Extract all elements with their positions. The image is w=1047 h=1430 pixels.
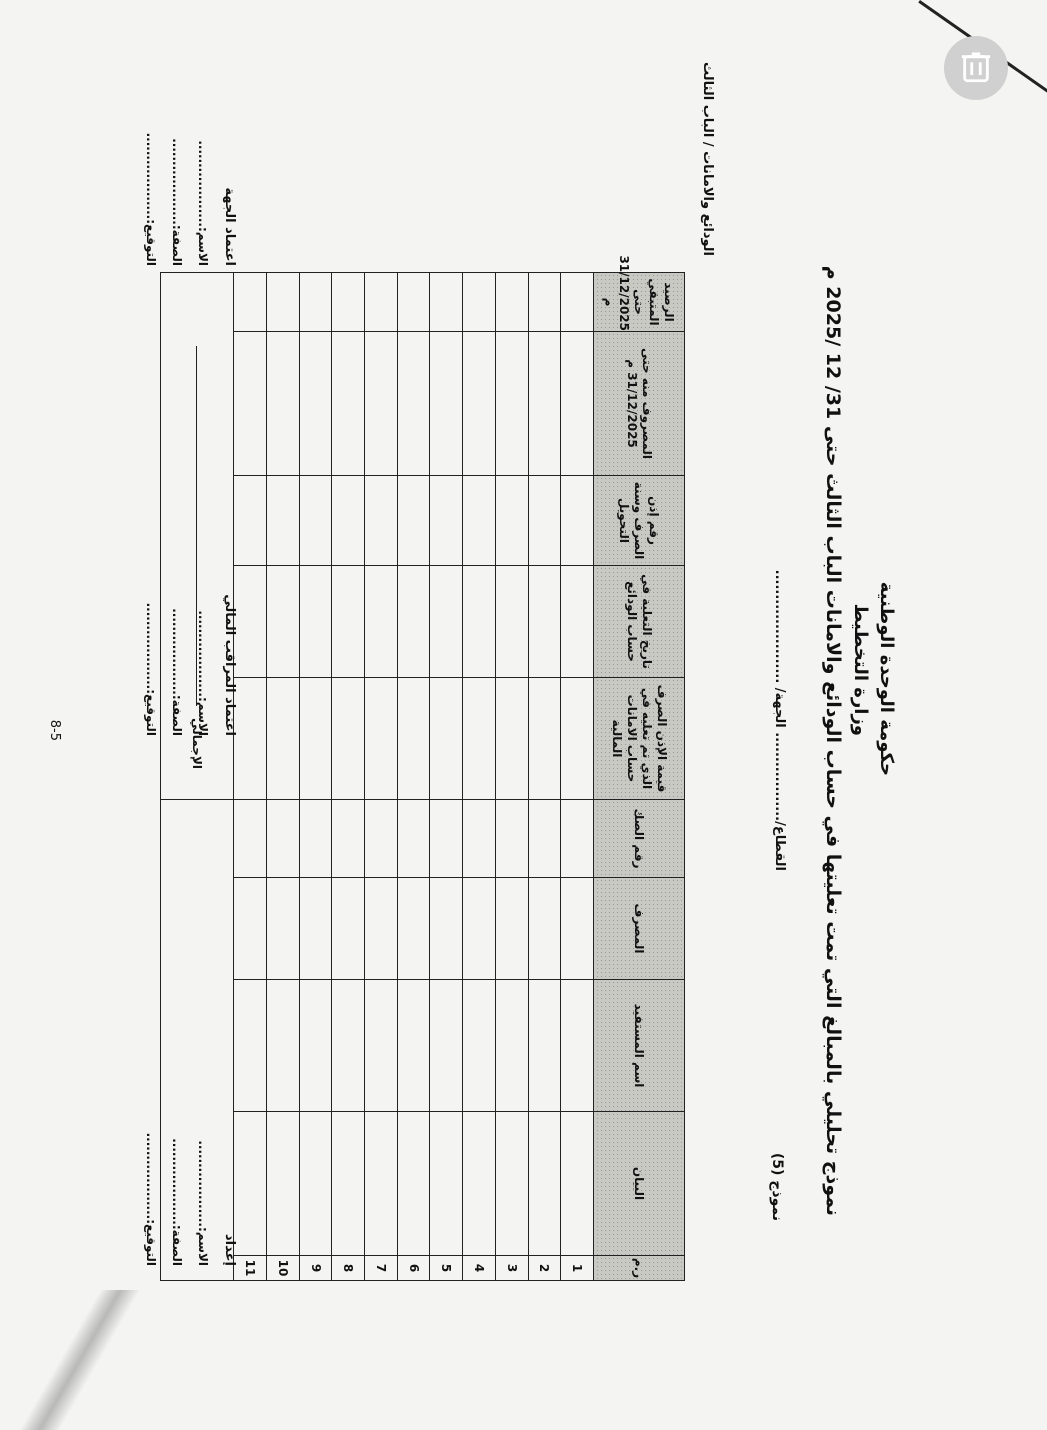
page-number: 8-5 xyxy=(47,719,62,741)
authority-signature: اعتماد الجهة الاسم:................... الصفة:................... التوقيع:................... xyxy=(144,132,237,266)
col-order-no: رقم إذن الصرف وسنة التحويل xyxy=(594,476,685,566)
table-row xyxy=(266,273,299,1281)
deposits-table xyxy=(160,255,685,1281)
table-row xyxy=(561,273,594,1281)
row-number: 2 xyxy=(528,1256,561,1281)
row-number: 3 xyxy=(495,1256,528,1281)
col-rm: ر.م xyxy=(594,1256,685,1281)
table-row xyxy=(430,273,463,1281)
table-row xyxy=(234,273,267,1281)
section-label: الودائع والامانات / الباب الثالث xyxy=(700,62,715,256)
total-row xyxy=(161,273,234,1281)
table-row xyxy=(332,273,365,1281)
col-balance: الرصيد المتبقي حتى 31/12/2025 م xyxy=(594,273,685,332)
table-row xyxy=(463,273,496,1281)
col-order-value: قيمة الإذن الصرف الذي تم تعليه في حساب الامانات المالية xyxy=(594,678,685,800)
form-number: نموذج (5) xyxy=(769,1152,785,1221)
row-number: 11 xyxy=(234,1256,267,1281)
col-statement: البيان xyxy=(594,1112,685,1256)
gov-name: حكومة الوحدة الوطنية xyxy=(876,581,897,776)
row-number: 9 xyxy=(299,1256,332,1281)
row-number: 1 xyxy=(561,1256,594,1281)
form-title: نموذج تحليلي بالمبالغ التي تمت تعليتها في حساب الودائع والامانات الباب الثالث حتى 31/ 12 /2025 م xyxy=(822,265,844,1216)
table-header-row xyxy=(594,273,685,1281)
row-number: 10 xyxy=(266,1256,299,1281)
col-spent: المصروف منه حتى 31/12/2025 م xyxy=(594,332,685,476)
total-label: الإجمالي xyxy=(190,718,205,769)
table-row xyxy=(365,273,398,1281)
table-row xyxy=(299,273,332,1281)
col-cheque: رقم الصك xyxy=(594,800,685,878)
col-beneficiary: اسم المستفيد xyxy=(594,980,685,1112)
col-date: تاريخ التعلية في حساب الودائع xyxy=(594,566,685,678)
auditor-signature: اعتماد المراقب المالي الاسم:................... الصفة:................... التوقيع:................... xyxy=(144,594,237,736)
row-number: 7 xyxy=(365,1256,398,1281)
sector-line: القطاع/.................. الجهة/ ....................... xyxy=(772,569,787,871)
table-row xyxy=(397,273,430,1281)
row-number: 6 xyxy=(397,1256,430,1281)
table-row xyxy=(528,273,561,1281)
table-row xyxy=(495,273,528,1281)
row-number: 8 xyxy=(332,1256,365,1281)
prepared-signature: إعداد الاسم:................... الصفة:................... التوقيع:................... xyxy=(144,1132,237,1266)
row-number: 5 xyxy=(430,1256,463,1281)
ministry-name: وزارة التخطيط xyxy=(850,603,871,736)
row-number: 4 xyxy=(463,1256,496,1281)
col-bank: المصرف xyxy=(594,878,685,980)
